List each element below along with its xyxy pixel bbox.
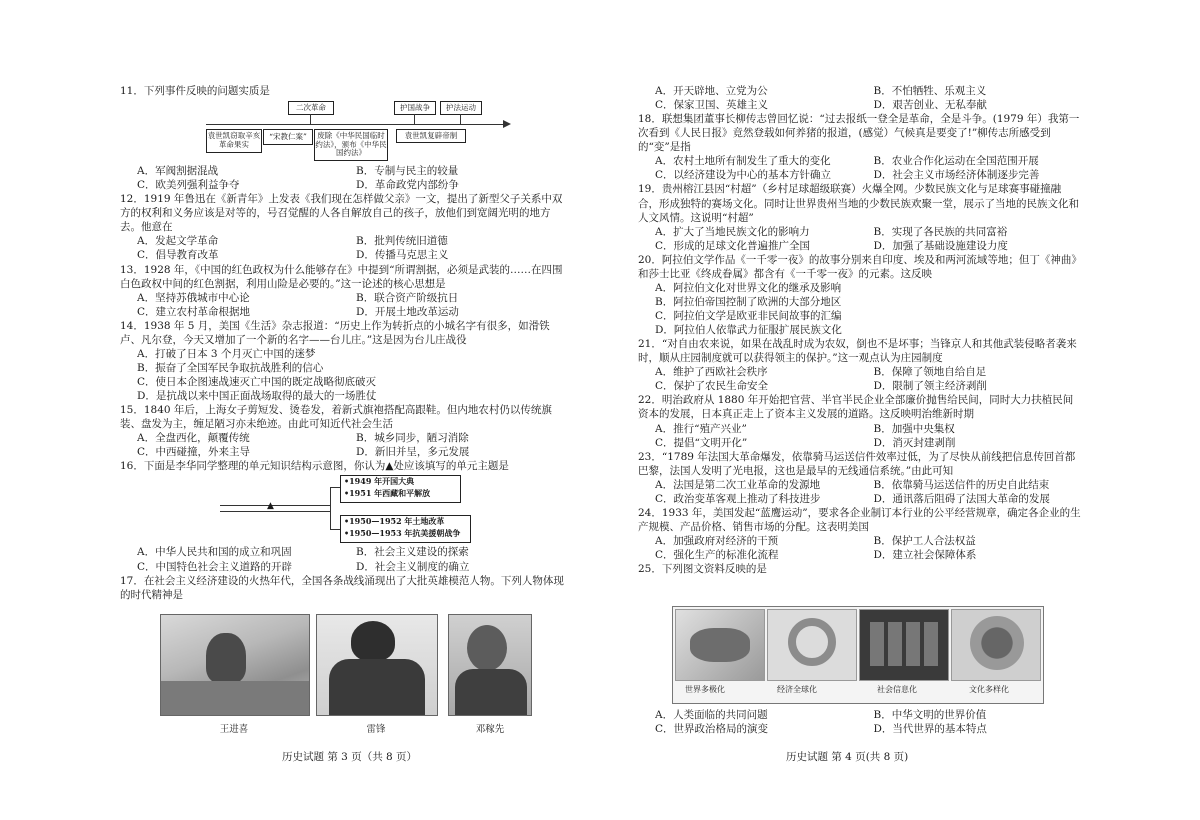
question-22 xyxy=(638,393,1082,449)
q19-option-c[interactable]: C．形成的足球文化普遍推广全国 xyxy=(655,239,811,252)
question-25 xyxy=(638,562,1082,576)
q18-option-c[interactable]: C．以经济建设为中心的基本方针确立 xyxy=(655,169,832,182)
q18-option-b[interactable]: B．农业合作化运动在全国范围开展 xyxy=(873,155,1039,168)
q24-option-a[interactable]: A．加强政府对经济的干预 xyxy=(655,535,779,547)
q11-box-b1: 袁世凯窃取辛亥革命果实 xyxy=(206,129,262,153)
q19-option-a[interactable]: A．扩大了当地民族文化的影响力 xyxy=(655,225,810,238)
photo-figure-shape xyxy=(467,625,507,671)
q24-option-b[interactable]: B．保护工人合法权益 xyxy=(873,535,976,547)
q21-option-a[interactable]: A．维护了西欧社会秩序 xyxy=(655,366,768,379)
q22-option-c[interactable]: C．提倡“文明开化” xyxy=(655,436,748,449)
tile-label-multipolar: 世界多极化 xyxy=(685,685,725,694)
question-21-stem: 21．“对自由农来说，如果在战乱时成为农奴，倒也不是坏事；当锋京人和其他武装侵略者袭来时，顺从庄园制度就可以获得领主的保护。”这一观点认为庄园制度 xyxy=(638,338,1077,365)
question-15-options xyxy=(120,431,565,459)
right-column xyxy=(638,84,1082,576)
q24-option-d[interactable]: D．建立社会保障体系 xyxy=(873,549,977,562)
question-23 xyxy=(638,450,1082,506)
q19-option-b[interactable]: B．实现了各民族的共同富裕 xyxy=(873,225,1008,238)
q17-option-d[interactable]: D．艰苦创业、无私奉献 xyxy=(873,99,987,112)
q16-option-b[interactable]: B．社会主义建设的探索 xyxy=(356,546,469,559)
q22-option-a[interactable]: A．推行“殖产兴业” xyxy=(655,422,747,435)
q12-option-a[interactable]: A．发起文学革命 xyxy=(137,235,219,248)
q16-box-bottom xyxy=(340,515,471,543)
q22-option-d[interactable]: D．消灭封建剥削 xyxy=(873,436,956,449)
q22-option-b[interactable]: B．加强中央集权 xyxy=(873,422,955,435)
q14-option-b[interactable]: B．振奋了全国军民争取抗战胜利的信心 xyxy=(137,361,324,374)
photo-ground-shape xyxy=(161,681,309,715)
tile-globalization xyxy=(767,609,857,681)
q20-option-a[interactable]: A．阿拉伯文化对世界文化的继承及影响 xyxy=(655,281,842,294)
q25-option-b[interactable]: B．中华文明的世界价值 xyxy=(873,709,987,721)
tile-diversity xyxy=(951,609,1041,681)
page-footer-left: 历史试题 第 3 页（共 8 页） xyxy=(282,751,418,763)
question-19-options xyxy=(638,225,1082,253)
question-21-options xyxy=(638,365,1082,393)
q21-option-d[interactable]: D．限制了领主经济剥削 xyxy=(873,380,987,393)
question-17 xyxy=(120,574,565,602)
question-18-options xyxy=(638,154,1082,182)
question-15 xyxy=(120,403,565,459)
question-23-stem: 23．“1789 年法国大革命爆发，依靠骑马运送信件效率过低，为了尽快从前线把信息传回首都巴黎，法国人发明了光电报，这也是最早的无线通信系统。”由此可知 xyxy=(638,450,1076,477)
q25-option-a[interactable]: A．人类面临的共同问题 xyxy=(655,709,768,721)
q15-option-c[interactable]: C．中西碰撞，外来主导 xyxy=(137,446,251,459)
q25-image-strip xyxy=(672,606,1044,704)
q16-item-2: •1951 年西藏和平解放 xyxy=(344,488,431,499)
q13-option-c[interactable]: C．建立农村革命根据地 xyxy=(137,305,251,318)
q11-connector-2 xyxy=(414,114,415,124)
q11-box-b3: 废除《中华民国临时约法》，颁布《中华民国约法》 xyxy=(314,129,388,161)
q13-option-d[interactable]: D．开展土地改革运动 xyxy=(356,305,459,318)
photo-figure-shape xyxy=(351,621,395,661)
question-14-options xyxy=(120,347,565,403)
q11-option-b[interactable]: B．专制与民主的较量 xyxy=(356,165,459,178)
question-11-stem: 11．下列事件反映的问题实质是 xyxy=(120,85,270,97)
page-footer-right: 历史试题 第 4 页(共 8 页) xyxy=(786,751,909,763)
caption-deng-jiaxian: 邓稼先 xyxy=(475,724,505,735)
tile-label-diversity: 文化多样化 xyxy=(969,685,1009,694)
q11-box-b4: 袁世凯复辟帝制 xyxy=(396,129,466,143)
q23-option-d[interactable]: D．通讯落后阻碍了法国大革命的发展 xyxy=(873,492,1050,505)
q15-option-d[interactable]: D．新旧并呈，多元发展 xyxy=(356,446,470,459)
world-map-icon xyxy=(690,628,750,662)
q17-option-b[interactable]: B．不怕牺牲、乐观主义 xyxy=(873,85,987,97)
question-13-options xyxy=(120,291,565,319)
q15-option-b[interactable]: B．城乡同步，陋习消除 xyxy=(356,432,469,445)
q11-timeline xyxy=(206,124,506,125)
photo-deng-jiaxian xyxy=(448,614,532,716)
q18-option-d[interactable]: D．社会主义市场经济体制逐步完善 xyxy=(873,169,1040,182)
question-13 xyxy=(120,263,565,319)
q14-option-a[interactable]: A．打破了日本 3 个月灭亡中国的迷梦 xyxy=(137,347,316,360)
question-21 xyxy=(638,337,1082,393)
q16-option-a[interactable]: A．中华人民共和国的成立和巩固 xyxy=(137,546,292,559)
caption-lei-feng: 雷锋 xyxy=(366,724,386,735)
q11-box-top3: 护法运动 xyxy=(440,101,482,115)
question-16 xyxy=(120,459,565,573)
network-icon xyxy=(870,622,938,666)
q16-branch-vertical xyxy=(330,487,331,529)
question-20-stem: 20．阿拉伯文学作品《一千零一夜》的故事分别来自印度、埃及和两河流域等地；但丁《神曲》和莎士比亚《终成眷属》都含有《一千零一夜》的元素。这反映 xyxy=(638,253,1082,280)
q17-option-a[interactable]: A．开天辟地、立党为公 xyxy=(655,85,768,97)
tile-label-informatization: 社会信息化 xyxy=(877,685,917,694)
question-12-stem: 12．1919 年鲁迅在《新青年》上发表《我们现在怎样做父亲》一文，提出了新型父子关系中双方的权利和义务应该是对等的，号召觉醒的人各自解放自己的孩子，放他们到宽阔光明的地方去。他意在 xyxy=(120,193,563,234)
question-24-options xyxy=(638,534,1082,562)
q16-item-3: •1950—1952 年土地改革 xyxy=(344,516,445,527)
q16-option-d[interactable]: D．社会主义制度的确立 xyxy=(356,560,470,573)
photo-wang-jinxi xyxy=(160,614,310,716)
tile-informatization xyxy=(859,609,949,681)
question-14-stem: 14．1938 年 5 月，美国《生活》杂志报道：“历史上作为转折点的小城名字有很多，如滑铁卢、凡尔登，今天又增加了一个新的名字——台儿庄。”这是因为台儿庄战役 xyxy=(120,319,550,346)
q11-diagram xyxy=(120,100,565,162)
tile-multipolar xyxy=(675,609,765,681)
q11-box-top2: 护国战争 xyxy=(394,101,436,115)
caption-wang-jinxi: 王进喜 xyxy=(219,724,249,735)
q16-triangle-icon: ▲ xyxy=(267,501,274,512)
q21-option-c[interactable]: C．保护了农民生命安全 xyxy=(655,380,769,393)
question-16-stem: 16．下面是李华同学整理的单元知识结构示意图，你认为▲处应该填写的单元主题是 xyxy=(120,460,509,473)
q20-option-c[interactable]: C．阿拉伯文学是欧亚非民间故事的汇编 xyxy=(655,310,842,322)
question-17-options xyxy=(638,84,1082,112)
q16-main-line-bottom xyxy=(220,511,330,512)
question-18-stem: 18．联想集团董事长柳传志曾回忆说：“过去报纸一登全是革命，全是斗争。(1979 年）我第一次看到《人民日报》竟然登载如何养猪的报道，(感觉）气候真是要变了!”柳传志所感受到的“变”是指 xyxy=(638,113,1080,154)
q25-option-c[interactable]: C．世界政治格局的演变 xyxy=(655,723,769,736)
q17-option-c[interactable]: C．保家卫国、英雄主义 xyxy=(655,99,769,112)
q11-option-d[interactable]: D．革命政党内部纷争 xyxy=(356,179,459,192)
q11-option-c[interactable]: C．欧美列强利益争夺 xyxy=(137,179,240,192)
photo-body-shape xyxy=(329,659,425,715)
q11-arrow-icon xyxy=(503,120,511,128)
q16-item-1: •1949 年开国大典 xyxy=(344,476,415,487)
q25-option-d[interactable]: D．当代世界的基本特点 xyxy=(873,723,987,736)
q16-item-4: •1950—1953 年抗美援朝战争 xyxy=(344,528,461,539)
question-17-stem: 17．在社会主义经济建设的火热年代，全国各条战线涌现出了大批英雄模范人物。下列人物体现的时代精神是 xyxy=(120,574,564,601)
question-20-options xyxy=(638,281,1082,337)
photo-figure-shape xyxy=(206,633,246,683)
q23-option-c[interactable]: C．政治变革客观上推动了科技进步 xyxy=(655,492,821,505)
q20-option-b[interactable]: B．阿拉伯帝国控制了欧洲的大部分地区 xyxy=(655,295,842,308)
q24-option-c[interactable]: C．强化生产的标准化流程 xyxy=(655,549,779,562)
question-12-options xyxy=(120,234,565,262)
question-20 xyxy=(638,253,1082,337)
question-11 xyxy=(120,84,565,192)
q15-option-a[interactable]: A．全盘西化，颠覆传统 xyxy=(137,432,250,445)
q23-option-a[interactable]: A．法国是第二次工业革命的发源地 xyxy=(655,478,821,491)
q14-option-c[interactable]: C．使日本企图速战速灭亡中国的既定战略彻底破灭 xyxy=(137,376,377,388)
q23-option-b[interactable]: B．依靠骑马运送信件的历史自此结束 xyxy=(873,478,1050,491)
culture-globe-icon xyxy=(970,616,1024,670)
q14-option-d[interactable]: D．是抗战以来中国正面战场取得的最大的一场胜仗 xyxy=(137,390,377,403)
tile-label-globalization: 经济全球化 xyxy=(777,685,817,694)
question-22-stem: 22．明治政府从 1880 年开始把官营、半官半民企业全部廉价抛售给民间，同时大力扶植民间资本的发展，日本真正走上了资本主义发展的道路。这反映明治维新时期 xyxy=(638,394,1074,421)
photo-lei-feng xyxy=(316,614,438,716)
q11-option-a[interactable]: A．军阀割据混战 xyxy=(137,165,219,178)
question-19 xyxy=(638,182,1082,252)
question-25-options xyxy=(638,708,1082,736)
q12-option-c[interactable]: C．倡导教育改革 xyxy=(137,249,219,262)
question-11-options xyxy=(120,164,565,192)
question-18 xyxy=(638,112,1082,182)
q19-option-d[interactable]: D．加强了基础设施建设力度 xyxy=(873,239,1008,252)
question-15-stem: 15．1840 年后，上海女子剪短发、烫卷发，着新式旗袍搭配高跟鞋。但内地农村仍以传统旗装、盘发为主，缠足陋习亦未绝迹。由此可知近代社会生活 xyxy=(120,404,552,431)
q20-option-d[interactable]: D．阿拉伯人依靠武力征服扩展民族文化 xyxy=(655,324,842,337)
question-19-stem: 19．贵州榕江县因“村超”（乡村足球超级联赛）火爆全网。少数民族文化与足球赛事碰撞融合，形成独特的赛场文化。同时让世界贵州当地的少数民族欢聚一堂，展示了当地的民族文化和人文风情。这说明“村超” xyxy=(638,183,1079,224)
question-16-options xyxy=(120,545,565,573)
q18-option-a[interactable]: A．农村土地所有制发生了重大的变化 xyxy=(655,155,831,168)
q16-option-c[interactable]: C．中国特色社会主义道路的开辟 xyxy=(137,560,293,573)
question-22-options xyxy=(638,422,1082,450)
photo-body-shape xyxy=(455,669,527,715)
question-25-stem: 25．下列图文资料反映的是 xyxy=(638,563,767,576)
q11-connector-3 xyxy=(460,114,461,124)
q16-main-line xyxy=(220,505,330,506)
q13-option-a[interactable]: A．坚持苏俄城市中心论 xyxy=(137,291,250,304)
question-14 xyxy=(120,319,565,403)
q16-branch-bottom xyxy=(330,529,340,530)
left-column xyxy=(120,84,565,602)
q11-connector-1 xyxy=(310,114,311,124)
q21-option-b[interactable]: B．保障了领地自给自足 xyxy=(873,366,987,379)
question-23-options xyxy=(638,478,1082,506)
q16-box-top xyxy=(340,475,461,503)
q16-branch-top xyxy=(330,487,340,488)
question-12 xyxy=(120,192,565,262)
question-24-stem: 24．1933 年，美国发起“蓝鹰运动”，要求各企业制订本行业的公平经营规章，确定各企业的生产规模、产品价格、销售市场的分配。这表明美国 xyxy=(638,506,1081,533)
q11-box-top1: 二次革命 xyxy=(288,101,334,115)
question-13-stem: 13．1928 年，《中国的红色政权为什么能够存在》中提到“所谓割据，必须是武装的……在四围白色政权中间的红色割据，利用山险是必要的。”这一论述的核心思想是 xyxy=(120,263,563,290)
q13-option-b[interactable]: B．联合资产阶级抗日 xyxy=(356,291,459,304)
q12-option-d[interactable]: D．传播马克思主义 xyxy=(356,249,449,262)
q11-box-b2: “宋教仁案” xyxy=(263,129,313,145)
globe-ring-icon xyxy=(788,618,836,666)
q12-option-b[interactable]: B．批判传统旧道德 xyxy=(356,235,448,248)
question-24 xyxy=(638,506,1082,562)
q16-diagram xyxy=(120,475,565,543)
